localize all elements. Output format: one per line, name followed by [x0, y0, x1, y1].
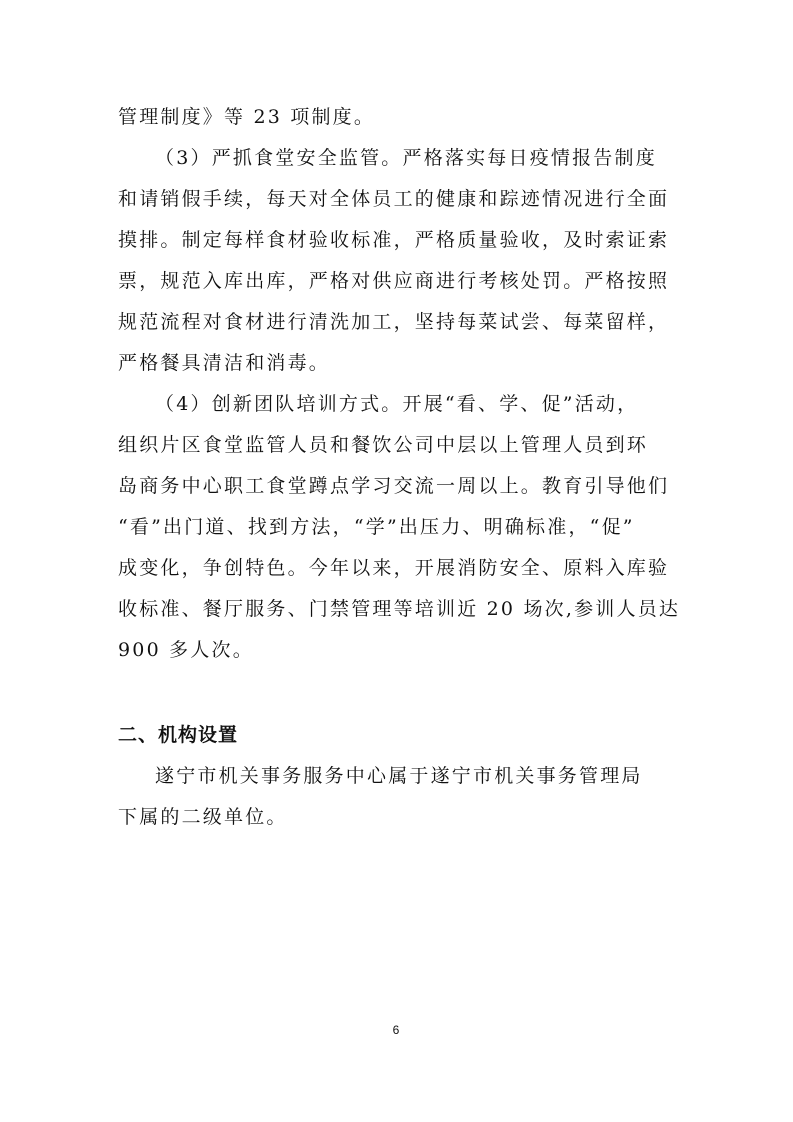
paragraph-line: 管理制度》等 23 项制度。	[118, 106, 376, 128]
paragraph-line: 摸排。制定每样食材验收标准，严格质量验收，及时索证索	[118, 229, 670, 251]
paragraph-line: 遂宁市机关事务服务中心属于遂宁市机关事务管理局	[155, 765, 643, 787]
section-heading: 二、机构设置	[118, 724, 239, 746]
paragraph-line: 严格餐具清洁和消毒。	[118, 352, 331, 374]
paragraph-line: （3）严抓食堂安全监管。严格落实每日疫情报告制度	[155, 147, 657, 169]
paragraph-line: 900 多人次。	[118, 639, 254, 661]
paragraph-line: 成变化，争创特色。今年以来，开展消防安全、原料入库验	[118, 557, 670, 579]
paragraph-line: 下属的二级单位。	[118, 806, 288, 828]
paragraph-line: 组织片区食堂监管人员和餐饮公司中层以上管理人员到环	[118, 434, 649, 456]
page-number: 6	[392, 1023, 400, 1037]
paragraph-line: 票，规范入库出库，严格对供应商进行考核处罚。严格按照	[118, 270, 670, 292]
paragraph-line: 收标准、餐厅服务、门禁管理等培训近 20 场次,参训人员达	[118, 598, 681, 620]
paragraph-line: “看”出门道、找到方法，“学”出压力、明确标准，“促”	[118, 516, 635, 538]
paragraph-line: 岛商务中心职工食堂蹲点学习交流一周以上。教育引导他们	[118, 475, 670, 497]
paragraph-line: （4）创新团队培训方式。开展“看、学、促”活动，	[155, 393, 639, 415]
paragraph-line: 和请销假手续，每天对全体员工的健康和踪迹情况进行全面	[118, 188, 670, 210]
paragraph-line: 规范流程对食材进行清洗加工，坚持每菜试尝、每菜留样，	[118, 311, 670, 333]
